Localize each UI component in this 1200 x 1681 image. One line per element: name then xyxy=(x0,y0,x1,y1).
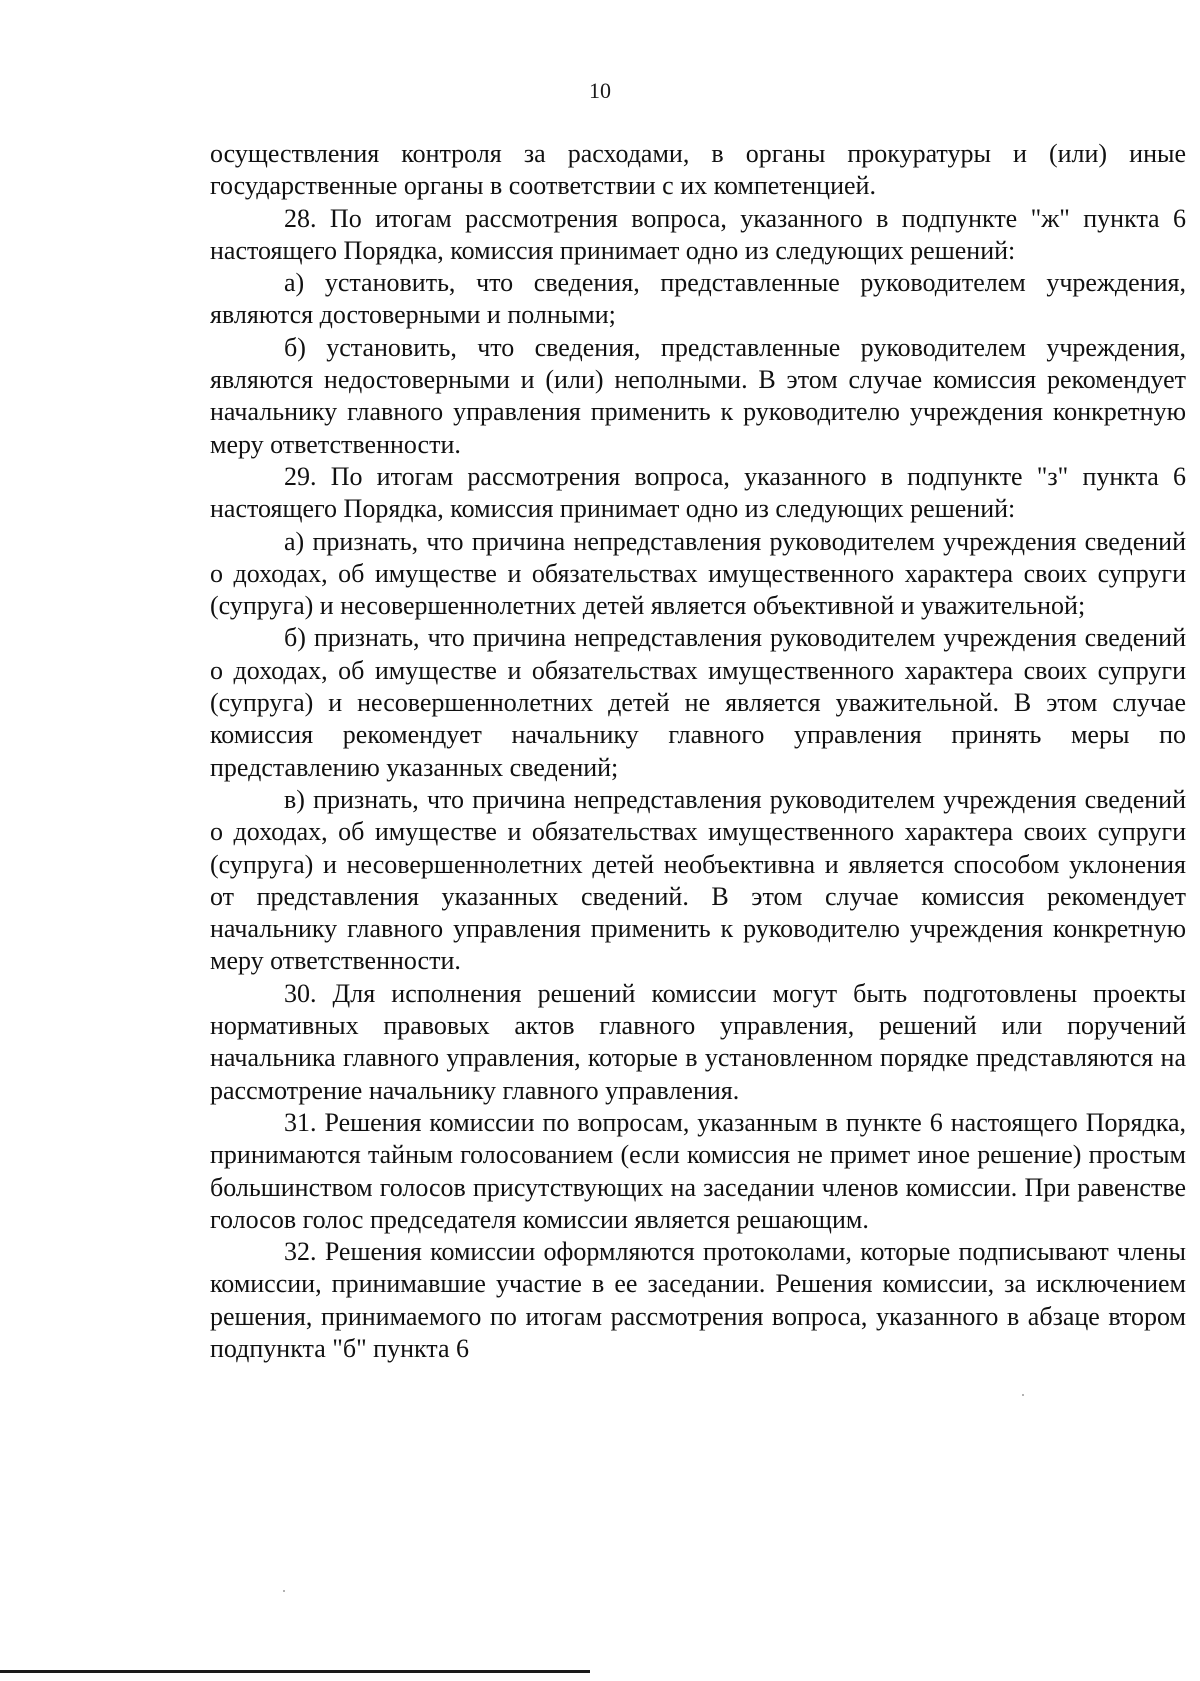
paragraph-item-28-b: б) установить, что сведения, представленные руководителем учреждения, являются недостоверными и (или) неполными. В этом случае комиссия рекомендует начальнику главного управления применить к руководителю учреждения конкретную меру ответственности. xyxy=(210,332,1186,459)
paragraph-item-30: 30. Для исполнения решений комиссии могут быть подготовлены проекты нормативных правовых актов главного управления, решений или поручений начальника главного управления, которые в установленном порядке представляются на рассмотрение начальнику главного управления. xyxy=(210,978,1186,1105)
document-body xyxy=(210,138,1186,1365)
paragraph-item-31: 31. Решения комиссии по вопросам, указанным в пункте 6 настоящего Порядка, принимаются тайным голосованием (если комиссия не примет иное решение) простым большинством голосов присутствующих на заседании членов комиссии. При равенстве голосов голос председателя комиссии является решающим. xyxy=(210,1107,1186,1234)
paragraph-item-32: 32. Решения комиссии оформляются протоколами, которые подписывают члены комиссии, принимавшие участие в ее заседании. Решения комиссии, за исключением решения, принимаемого по итогам рассмотрения вопроса, указанного в абзаце втором подпункта "б" пункта 6 xyxy=(210,1237,1186,1363)
scan-edge-rule xyxy=(0,1670,590,1673)
paragraph-item-28: 28. По итогам рассмотрения вопроса, указанного в подпункте "ж" пункта 6 настоящего Порядка, комиссия принимает одно из следующих решений: xyxy=(210,203,1186,265)
paragraph-item-29-b: б) признать, что причина непредставления руководителем учреждения сведений о доходах, об имуществе и обязательствах имущественного характера своих супруги (супруга) и несовершеннолетних детей не является уважительной. В этом случае комиссия рекомендует начальнику главного управления принять меры по представлению указанных сведений; xyxy=(210,623,1186,782)
page-number: 10 xyxy=(589,78,611,103)
paragraph-item-28-a: а) установить, что сведения, представленные руководителем учреждения, являются достоверными и полными; xyxy=(210,268,1186,330)
paragraph-item-29: 29. По итогам рассмотрения вопроса, указанного в подпункте "з" пункта 6 настоящего Порядка, комиссия принимает одно из следующих решений: xyxy=(210,461,1186,524)
paragraph-item-29-v: в) признать, что причина непредставления руководителем учреждения сведений о доходах, об имуществе и обязательствах имущественного характера своих супруги (супруга) и несовершеннолетних детей необъективна и является способом уклонения от представления указанных сведений. В этом случае комиссия рекомендует начальнику главного управления применить к руководителю учреждения конкретную меру ответственности. xyxy=(210,784,1186,976)
paragraph-item-29-a: а) признать, что причина непредставления руководителем учреждения сведений о доходах, об имуществе и обязательствах имущественного характера своих супруги (супруга) и несовершеннолетних детей является объективной и уважительной; xyxy=(210,526,1186,621)
paragraph-continuation: осуществления контроля за расходами, в органы прокуратуры и (или) иные государственные органы в соответствии с их компетенцией. xyxy=(210,139,1186,201)
scan-artifact-dot xyxy=(283,1590,285,1592)
scan-artifact-dot xyxy=(1022,1394,1024,1396)
